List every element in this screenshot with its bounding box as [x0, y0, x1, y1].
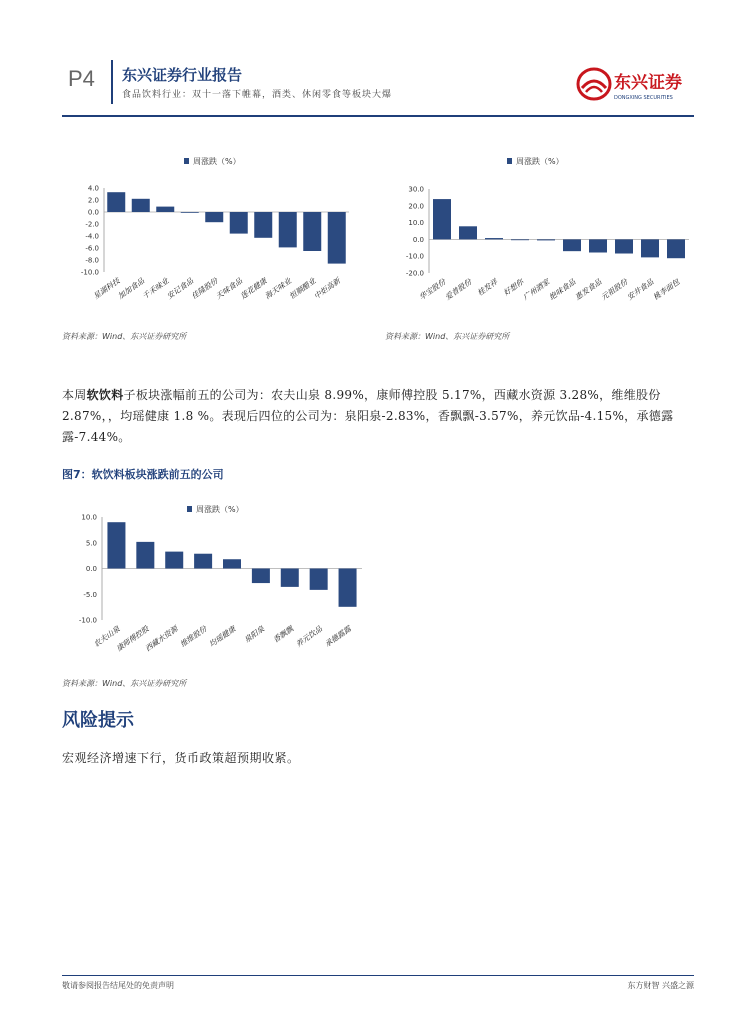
dongxing-logo [576, 66, 696, 102]
bar [254, 212, 272, 238]
bar [511, 239, 529, 240]
logo-text: 东兴证券 [614, 73, 682, 93]
category-label: 安井食品 [625, 277, 656, 302]
category-label: 桃李面包 [651, 277, 682, 302]
category-label: 爱普股份 [443, 277, 474, 302]
chart-2-source: 资料来源：Wind、东兴证券研究所 [385, 332, 510, 341]
category-label: 承德露露 [322, 624, 353, 649]
risk-section-text: 宏观经济增速下行，货币政策超预期收紧。 [62, 751, 300, 765]
bar [205, 212, 223, 222]
category-label: 安记食品 [165, 276, 195, 301]
category-label: 维维股份 [178, 624, 209, 649]
risk-section-title: 风险提示 [62, 710, 134, 731]
bar [310, 569, 328, 590]
legend-swatch [507, 158, 512, 164]
category-label: 养元饮品 [294, 624, 324, 649]
logo-mark-icon [578, 69, 610, 99]
body-paragraph [62, 385, 694, 448]
category-label: 千禾味业 [140, 276, 171, 301]
chart-snacks-weekly [385, 150, 695, 320]
y-tick-label: -8.0 [85, 256, 99, 265]
category-label: 广州酒家 [521, 277, 552, 302]
header-rule [62, 115, 694, 117]
bar [107, 192, 125, 212]
bar [194, 554, 212, 569]
para-pre: 本周 [62, 388, 87, 402]
legend-label: 周涨跌（%） [196, 505, 244, 514]
y-tick-label: 2.0 [87, 196, 99, 205]
bar [303, 212, 321, 251]
y-tick-label: 0.0 [85, 565, 97, 573]
para-post: 子板块涨幅前五的公司为：农夫山泉 8.99%，康师傅控股 5.17%，西藏水资源 3.28%，维维股份 2.87%，，均瑶健康 1.8 %。表现后四位的公司为：泉阳泉-2.83%，香飘飘-3.57%，养元饮品-4.15%，承德露露-7.44%。 [62, 388, 674, 444]
bar [132, 199, 150, 212]
category-label: 绝味食品 [547, 277, 578, 302]
category-label: 香飘飘 [271, 624, 295, 645]
report-subtitle: 食品饮料行业：双十一落下帷幕，酒类、休闲零食等板块大爆 [122, 90, 393, 100]
category-label: 康师傅控股 [114, 624, 151, 654]
category-label: 中炬高新 [312, 276, 342, 301]
y-tick-label: -10.0 [78, 616, 97, 625]
category-label: 海天味业 [263, 276, 293, 301]
legend-label: 周涨跌（%） [193, 157, 241, 166]
category-label: 莲花健康 [238, 276, 269, 301]
y-tick-label: 30.0 [408, 185, 424, 194]
y-tick-label: 10.0 [81, 513, 97, 522]
legend-swatch [187, 506, 192, 512]
footer-disclaimer: 敬请参阅报告结尾处的免责声明 [62, 981, 174, 990]
bar [563, 239, 581, 251]
bar [459, 226, 477, 239]
legend-label: 周涨跌（%） [516, 157, 564, 166]
chart-seasoning-weekly [62, 150, 362, 320]
y-tick-label: 5.0 [85, 539, 97, 548]
bar [485, 238, 503, 239]
y-tick-label: 4.0 [87, 184, 99, 193]
bar [537, 239, 555, 240]
page-number: P4 [68, 66, 95, 91]
category-label: 均瑶健康 [207, 624, 238, 649]
bar [107, 522, 125, 568]
y-tick-label: -2.0 [85, 220, 99, 229]
category-label: 天味食品 [214, 276, 244, 301]
category-label: 农夫山泉 [91, 624, 122, 649]
bar [181, 212, 199, 213]
y-tick-label: -6.0 [85, 244, 99, 253]
chart-1-source: 资料来源：Wind、东兴证券研究所 [62, 332, 187, 341]
header-divider [111, 60, 113, 104]
y-tick-label: -10.0 [80, 268, 99, 277]
report-title: 东兴证券行业报告 [122, 66, 243, 84]
bar [223, 559, 241, 568]
category-label: 星湖科技 [91, 276, 122, 301]
y-tick-label: -4.0 [85, 232, 99, 241]
bar [230, 212, 248, 234]
y-tick-label: -10.0 [405, 252, 424, 261]
bar [165, 552, 183, 569]
bar [281, 569, 299, 587]
bar [667, 239, 685, 258]
category-label: 惠发食品 [573, 277, 604, 302]
chart-soft-drinks-weekly [62, 498, 382, 668]
footer-rule [62, 975, 694, 976]
bar [589, 239, 607, 252]
chart-3-source: 资料来源：Wind、东兴证券研究所 [62, 679, 187, 688]
category-label: 华宝股份 [417, 277, 448, 302]
bar [252, 569, 270, 584]
logo-subtext: DONGXING SECURITIES [614, 95, 673, 101]
footer-slogan: 东方财智 兴盛之源 [627, 981, 694, 990]
category-label: 加加食品 [116, 276, 146, 301]
y-tick-label: 0.0 [87, 208, 99, 217]
y-tick-label: 10.0 [408, 219, 424, 228]
legend-swatch [184, 158, 189, 164]
bar [433, 199, 451, 239]
y-tick-label: 0.0 [412, 235, 424, 244]
category-label: 泉阳泉 [242, 624, 267, 645]
category-label: 恒顺醋业 [287, 276, 318, 301]
category-label: 桂发祥 [475, 277, 500, 298]
figure-7-caption: 图7：软饮料板块涨跌前五的公司 [62, 468, 224, 481]
bar [156, 207, 174, 212]
category-label: 佳隆股份 [189, 276, 220, 301]
category-label: 元祖股份 [599, 277, 630, 302]
category-label: 西藏水资源 [143, 624, 180, 654]
para-bold: 软饮料 [86, 388, 124, 402]
bar [136, 542, 154, 569]
y-tick-label: -5.0 [83, 590, 97, 599]
bar [641, 239, 659, 257]
bar [615, 239, 633, 253]
bar [328, 212, 346, 264]
category-label: 好想你 [501, 277, 526, 298]
bar [279, 212, 297, 247]
y-tick-label: 20.0 [408, 202, 424, 211]
y-tick-label: -20.0 [405, 269, 424, 278]
bar [339, 569, 357, 607]
